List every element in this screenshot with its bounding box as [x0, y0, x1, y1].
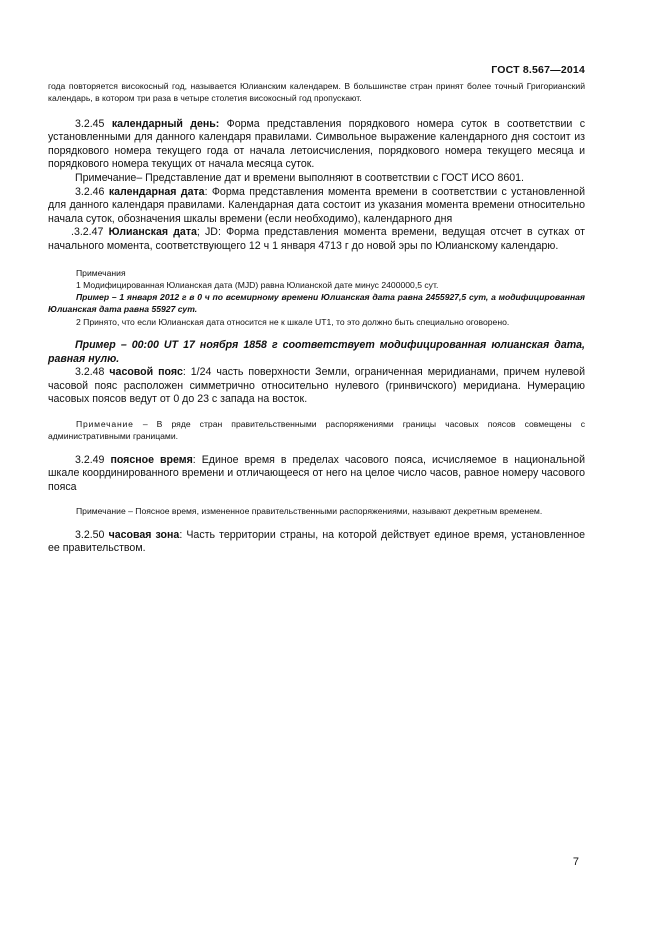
term-definition: : Часть территории страны, на которой действует единое время, установленное ее правительством.: [48, 528, 585, 555]
term-definition: : Единое время в пределах часового пояса, исчисляемое в национальной шкале координированного времени и отличающееся от него на целое число часов, равное номеру часового пояса: [48, 453, 585, 493]
term-name: календарный день:: [111, 117, 220, 130]
clause-number: 3.2.45: [75, 117, 105, 130]
term-3-2-48-note: [48, 418, 585, 443]
clause-number: .3.2.47: [71, 226, 104, 239]
page-content: [48, 80, 585, 556]
term-3-2-48: [48, 366, 585, 407]
example-2: Пример – 00:00 UT 17 ноября 1858 г соответствует модифицированная юлианская дата, равная нулю.: [48, 339, 585, 365]
note-label: Примечание: [76, 418, 134, 429]
example-1: Пример – 1 января 2012 г в 0 ч по всемирному времени Юлианская дата равна 2455927,5 сут, а модифицированная Юлианская дата равна 55927 сут.: [48, 292, 585, 315]
notes-heading: Примечания: [76, 267, 126, 278]
note-text: – В ряде стран правительственными распоряжениями границы часовых поясов совмещены с административными границами.: [48, 418, 585, 442]
clause-number: 3.2.48: [75, 366, 105, 379]
term-name: Юлианская дата: [108, 226, 197, 239]
page-number: 7: [572, 856, 579, 868]
term-definition: : Форма представления момента времени в соответствии с установленной для данного календаря правилами. Календарная дата состоит из указания момента времени относительно начала суток, обозначения шкалы времени (если необходимо), календарного дня: [48, 185, 585, 225]
term-definition: : 1/24 часть поверхности Земли, ограниченная меридианами, причем нулевой часовой пояс расположен симметрично относительно нулевого (гринвичского) меридиана. Нумерацию часовых поясов ведут от 0 до 23 с запада на восток.: [48, 366, 585, 406]
term-name: часовая зона: [108, 528, 180, 541]
note-2: 2 Принято, что если Юлианская дата относится не к шкале UT1, то это должно быть специально оговорено.: [76, 316, 510, 327]
term-3-2-46: [48, 186, 585, 227]
term-definition: ; JD: Форма представления момента времени, ведущая отсчет в сутках от начального момента, соответствующего 12 ч 1 января 4713 г до новой эры по Юлианскому календарю.: [48, 226, 585, 252]
note-1: 1 Модифицированная Юлианская дата (MJD) равна Юлианской дате минус 2400000,5 сут.: [76, 279, 439, 290]
term-3-2-49-note: Примечание – Поясное время, измененное правительственными распоряжениями, называют декретным временем.: [76, 506, 543, 517]
standard-header: ГОСТ 8.567—2014: [491, 64, 585, 76]
term-3-2-47: [48, 226, 585, 253]
term-name: часовой пояс: [109, 366, 183, 379]
clause-number: 3.2.46: [75, 185, 105, 198]
term-3-2-45-note: Примечание– Представление дат и времени выполняют в соответствии с ГОСТ ИСО 8601.: [75, 171, 524, 184]
term-name: календарная дата: [108, 185, 205, 198]
continuation-paragraph: года повторяется високосный год, называется Юлианским календарем. В большинстве стран принят более точный Григорианский календарь, в котором три раза в четыре столетия високосный год пропускают.: [48, 81, 585, 104]
term-3-2-50: [48, 529, 585, 556]
notes-block: [48, 267, 585, 328]
term-name: поясное время: [110, 453, 193, 466]
term-definition: Форма представления порядкового номера суток в соответствии с установленными для данного календаря правилами. Символьное выражение календарного дня состоит из порядкового номера текущего года от начала летоисчисления, порядкового номера текущего месяца и порядкового номера текущих от начала месяца суток.: [48, 117, 585, 171]
term-3-2-45: [48, 118, 585, 172]
term-3-2-49: [48, 454, 585, 495]
clause-number: 3.2.50: [75, 528, 105, 541]
clause-number: 3.2.49: [75, 453, 105, 466]
